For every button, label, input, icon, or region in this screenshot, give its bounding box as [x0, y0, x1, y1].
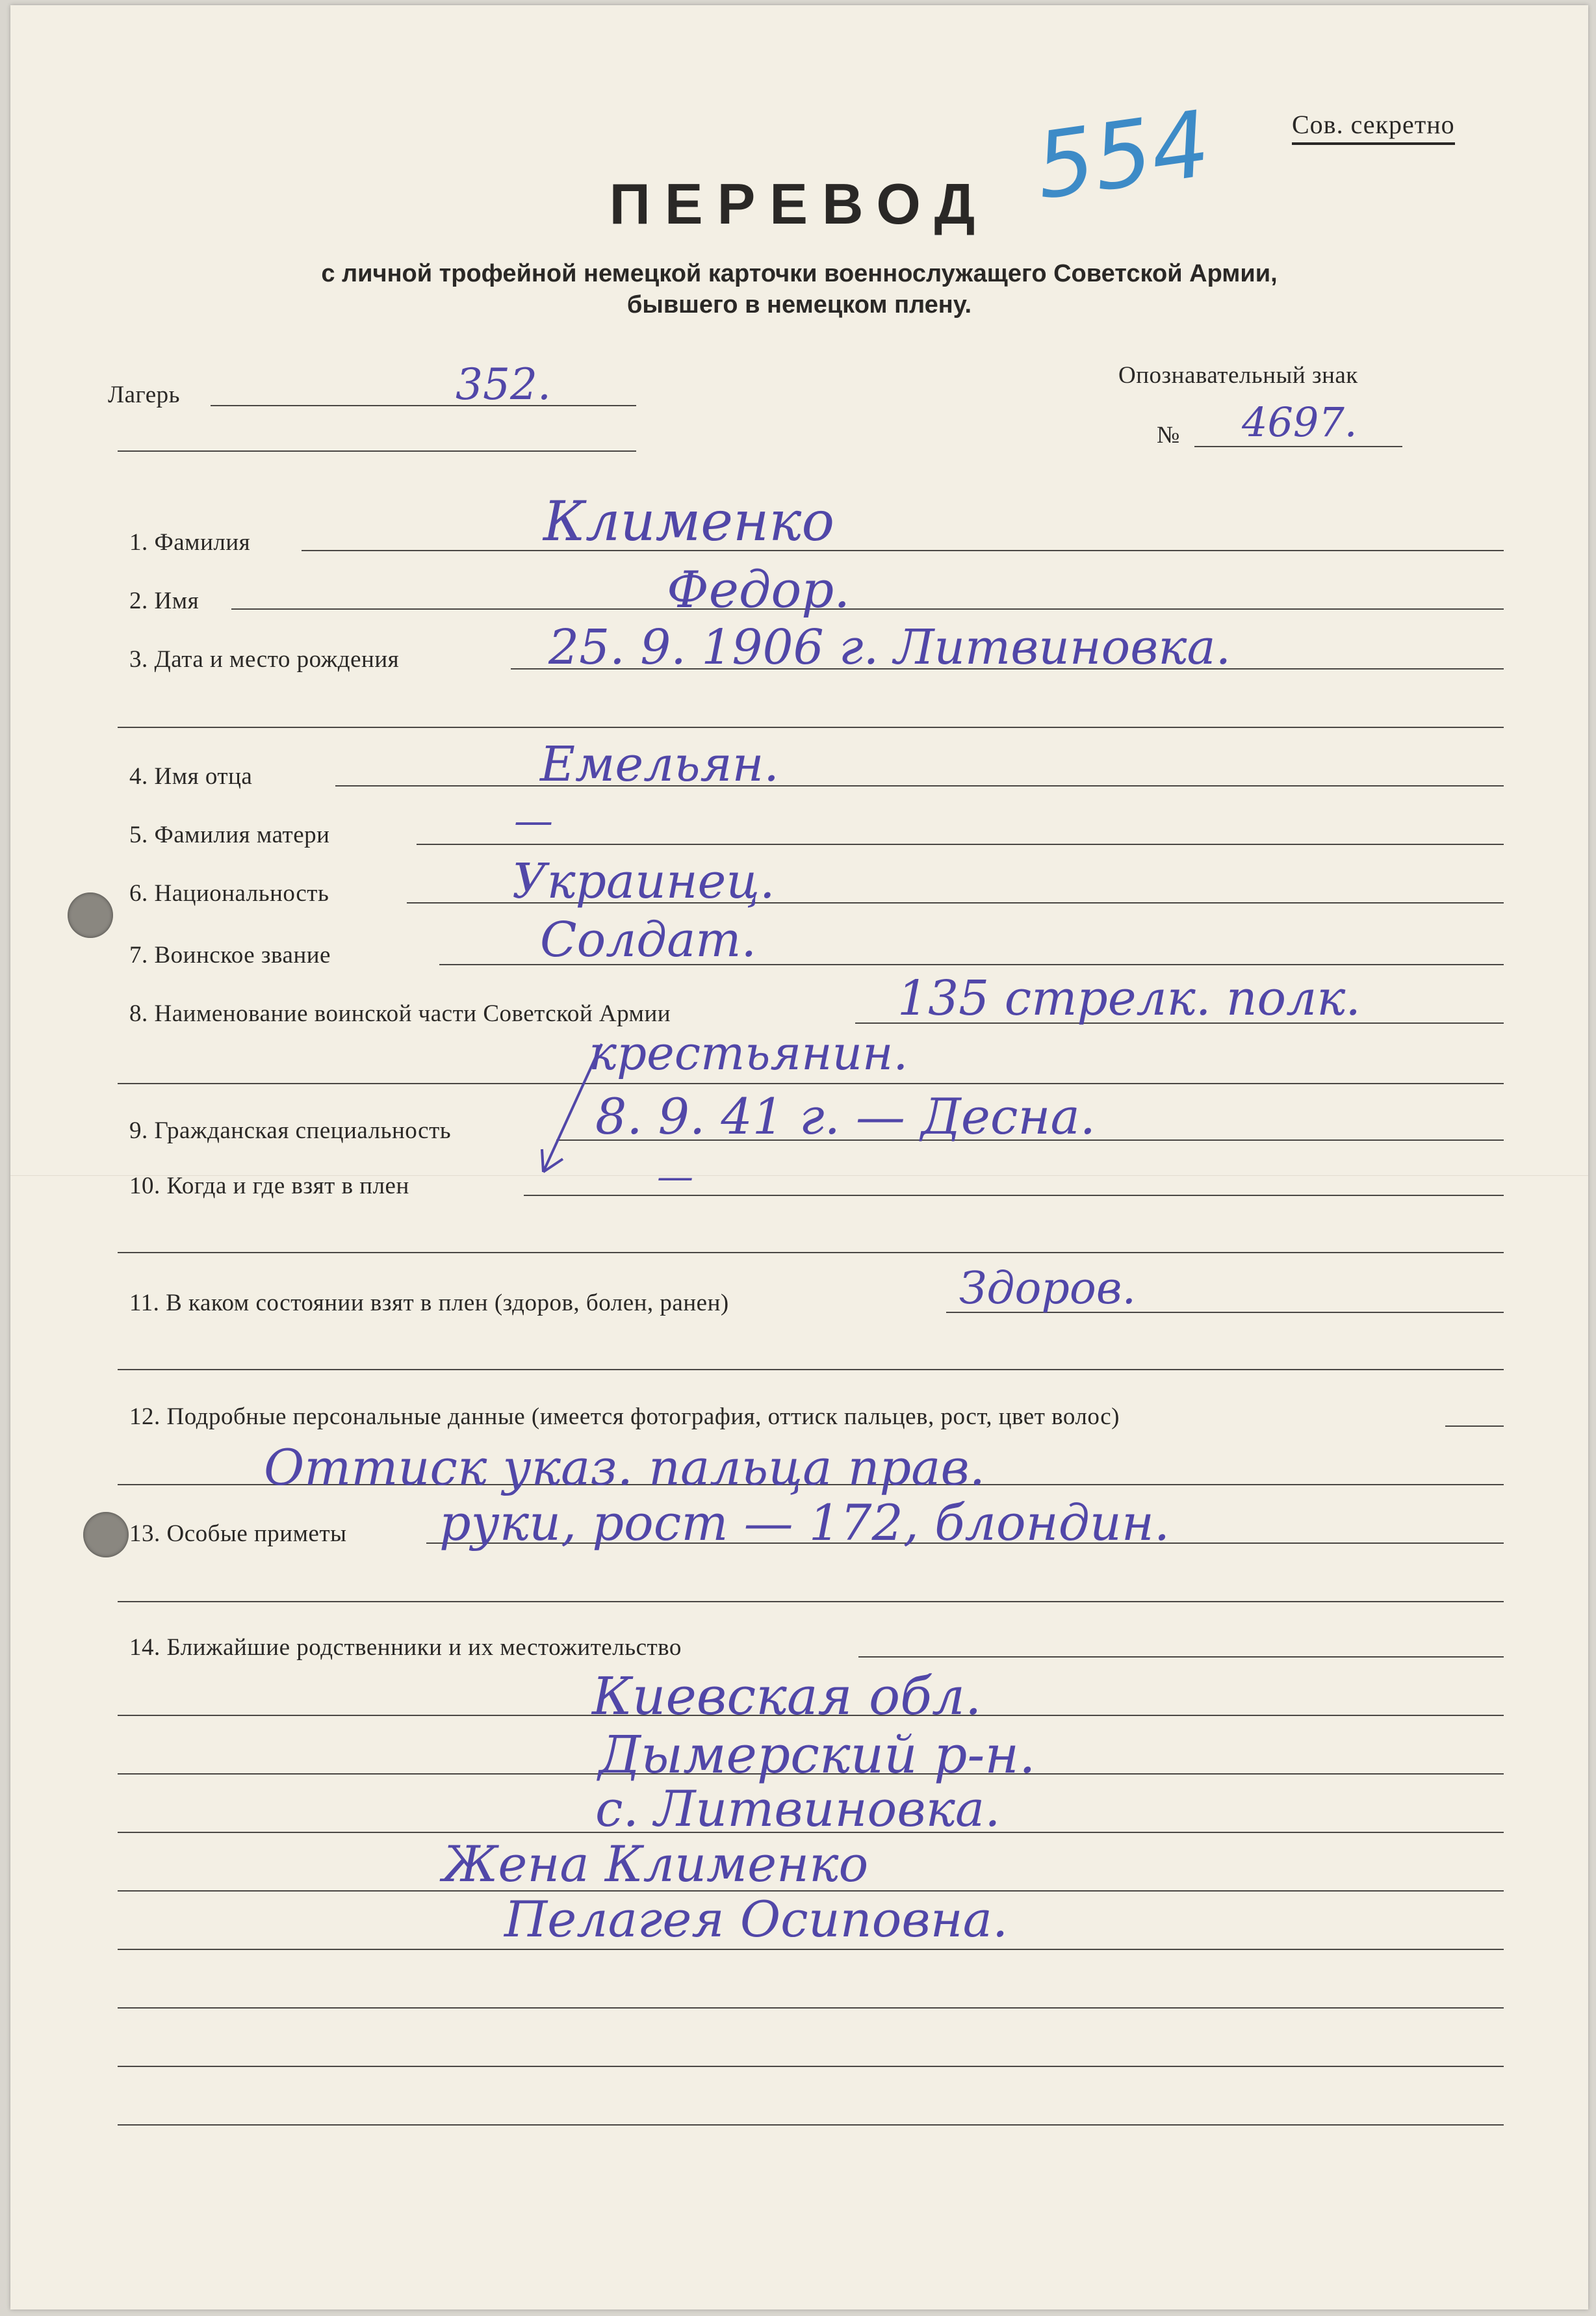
field-12-label: 12. Подробные персональные данные (имеется фотография, оттиск пальцев, рост, цвет волос) [129, 1403, 1120, 1430]
field-13-line-2 [118, 1601, 1504, 1602]
punch-hole [83, 1512, 129, 1557]
camp-line [211, 405, 636, 406]
field-7-value: Солдат. [540, 912, 756, 968]
field-14-line-7 [118, 2007, 1504, 2009]
document-sheet [10, 5, 1588, 2309]
relatives-line-2: Дымерский р-н. [598, 1724, 1036, 1785]
field-4-line [335, 785, 1504, 787]
field-5-label: 5. Фамилия матери [129, 822, 330, 848]
field-2-label: 2. Имя [129, 588, 200, 614]
field-10-label: 10. Когда и где взят в плен [129, 1173, 409, 1199]
relatives-line-4: Жена Клименко [443, 1835, 869, 1893]
field-13-label: 13. Особые приметы [129, 1520, 347, 1547]
relatives-line-1: Киевская обл. [592, 1666, 982, 1726]
field-10-line-2 [118, 1252, 1504, 1253]
field-1-value: Клименко [543, 489, 835, 553]
field-2-value: Федор. [667, 561, 851, 619]
field-5-value: — [514, 798, 553, 844]
archive-number: 554 [1029, 91, 1216, 220]
field-11-line-2 [118, 1369, 1504, 1370]
subtitle-line-2: бывшего в немецком плену. [626, 291, 972, 319]
field-13-value: руки, рост — 172, блондин. [439, 1494, 1170, 1552]
field-14-line-9 [118, 2124, 1504, 2126]
field-3-label: 3. Дата и место рождения [129, 646, 400, 673]
document-title: ПЕРЕВОД [609, 172, 990, 236]
classification-mark: Сов. секретно [1292, 109, 1455, 145]
field-6-value: Украинец. [512, 853, 775, 909]
field-4-value: Емельян. [540, 736, 779, 792]
subtitle-line-1: с личной трофейной немецкой карточки военнослужащего Советской Армии, [321, 260, 1278, 287]
relatives-line-3: с. Литвиновка. [595, 1780, 1001, 1838]
field-3-line-2 [118, 727, 1504, 728]
field-11-label: 11. В каком состоянии взят в плен (здоров, болен, ранен) [129, 1290, 729, 1316]
field-8-value-2: крестьянин. [589, 1026, 908, 1080]
field-9-value: 8. 9. 41 г. — Десна. [595, 1087, 1096, 1145]
field-8-line-2 [118, 1083, 1504, 1084]
field-8-value: 135 стрелк. полк. [897, 970, 1361, 1026]
id-tag-label: Опознавательный знак [1118, 362, 1358, 389]
field-14-label: 14. Ближайшие родственники и их местожительство [129, 1634, 682, 1661]
field-3-value: 25. 9. 1906 г. Литвиновка. [548, 619, 1231, 675]
camp-label: Лагерь [108, 382, 181, 408]
field-4-label: 4. Имя отца [129, 763, 253, 790]
field-14-line [858, 1656, 1504, 1658]
field-10-value: — [657, 1156, 693, 1198]
field-11-value: Здоров. [959, 1263, 1137, 1314]
field-1-label: 1. Фамилия [129, 529, 251, 556]
camp-line-2 [118, 450, 636, 452]
field-8-label: 8. Наименование воинской части Советской Армии [129, 1000, 671, 1027]
id-number-line [1194, 446, 1402, 447]
relatives-line-5: Пелагея Осиповна. [504, 1890, 1009, 1948]
correction-arrow [524, 1039, 615, 1188]
id-number-sign: № [1157, 422, 1180, 449]
punch-hole [68, 892, 113, 938]
field-9-label: 9. Гражданская специальность [129, 1117, 452, 1144]
field-1-line [302, 550, 1504, 551]
field-12-value: Оттиск указ. пальца прав. [264, 1438, 985, 1496]
id-number-value: 4697. [1242, 398, 1358, 446]
camp-value: 352. [456, 359, 551, 410]
field-2-line [231, 608, 1504, 610]
field-7-label: 7. Воинское звание [129, 942, 331, 969]
field-14-line-8 [118, 2066, 1504, 2067]
field-6-label: 6. Национальность [129, 880, 329, 907]
field-12-line [1445, 1425, 1504, 1427]
field-14-line-6 [118, 1949, 1504, 1950]
field-5-line [417, 844, 1504, 845]
